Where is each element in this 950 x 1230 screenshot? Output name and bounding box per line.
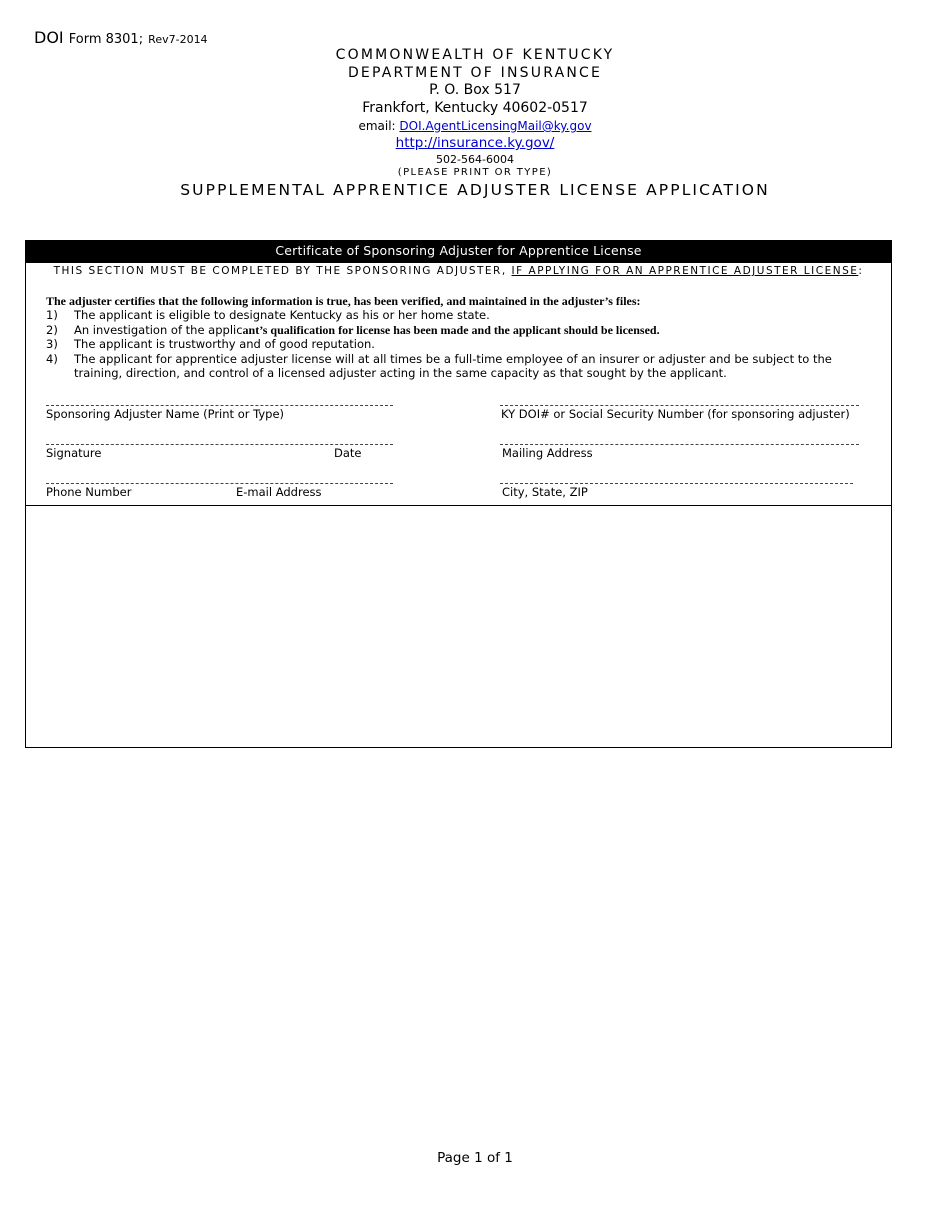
page-title: SUPPLEMENTAL APPRENTICE ADJUSTER LICENSE APPLICATION — [180, 181, 770, 199]
list-item-text: The applicant for apprentice adjuster license will at all times be a full-time employee of an insurer or adjuster and be subject to the training, direction, and control of a licensed adjuster acting in the same capacity as that sought by the applicant. — [74, 351, 832, 380]
list-item — [46, 337, 876, 352]
section-divider — [26, 505, 891, 506]
signature-line[interactable] — [46, 444, 393, 445]
city-state-zip-label: City, State, ZIP — [502, 485, 588, 499]
list-item-text: An investigation of the applic — [74, 322, 243, 337]
header-website-row — [0, 135, 950, 151]
email-address-label: E-mail Address — [236, 485, 322, 499]
section-note-underlined: IF APPLYING FOR AN APPRENTICE ADJUSTER LICENSE — [511, 265, 859, 277]
list-item — [46, 352, 876, 381]
header-department: DEPARTMENT OF INSURANCE — [347, 65, 603, 81]
header-email-row — [0, 119, 950, 133]
list-item-number: 4) — [46, 351, 58, 366]
certification-list — [46, 308, 876, 381]
email-link[interactable]: DOI.AgentLicensingMail@ky.gov — [399, 119, 592, 133]
section-note-prefix: THIS SECTION MUST BE COMPLETED BY THE SPONSORING ADJUSTER, — [53, 265, 507, 277]
city-state-zip-line[interactable] — [500, 483, 853, 484]
email-label: email: — [358, 119, 396, 133]
list-item-number: 1) — [46, 308, 58, 322]
mailing-address-label: Mailing Address — [502, 446, 593, 460]
form-revision: Rev7-2014 — [148, 33, 208, 46]
certificate-section — [25, 240, 892, 748]
form-doi: DOI — [34, 28, 64, 47]
form-id — [34, 28, 208, 47]
sponsor-name-line[interactable] — [46, 405, 393, 406]
section-bar-title: Certificate of Sponsoring Adjuster for Apprentice License — [26, 241, 891, 263]
section-note-suffix: : — [858, 265, 864, 277]
certification-statement: The adjuster certifies that the following information is true, has been verified, and maintained in the adjuster’s files: — [46, 294, 641, 308]
sponsor-name-label: Sponsoring Adjuster Name (Print or Type) — [46, 407, 285, 421]
list-item-text-bold: ant’s qualification for license has been made and the applicant should be licensed. — [242, 322, 660, 337]
ky-doi-line[interactable] — [500, 405, 859, 406]
section-note — [26, 265, 891, 277]
form-number: Form 8301; — [68, 32, 144, 47]
header-commonwealth: COMMONWEALTH OF KENTUCKY — [335, 47, 615, 63]
list-item-text: The applicant is trustworthy and of good reputation. — [74, 337, 375, 351]
mailing-address-line[interactable] — [500, 444, 859, 445]
phone-email-line[interactable] — [46, 483, 393, 484]
header-po-box: P. O. Box 517 — [429, 82, 521, 98]
list-item-number: 2) — [46, 322, 58, 337]
header-phone: 502-564-6004 — [436, 153, 514, 166]
list-item — [46, 308, 876, 323]
list-item — [46, 323, 876, 338]
date-label: Date — [334, 446, 362, 460]
page-number: Page 1 of 1 — [437, 1150, 513, 1166]
phone-label: Phone Number — [46, 485, 132, 499]
print-note: (PLEASE PRINT OR TYPE) — [397, 167, 553, 178]
ky-doi-label: KY DOI# or Social Security Number (for sponsoring adjuster) — [501, 407, 850, 421]
list-item-text: The applicant is eligible to designate Kentucky as his or her home state. — [74, 308, 490, 322]
signature-label: Signature — [46, 446, 102, 460]
header-city: Frankfort, Kentucky 40602-0517 — [362, 100, 588, 116]
list-item-number: 3) — [46, 337, 58, 351]
website-link[interactable]: http://insurance.ky.gov/ — [395, 135, 555, 151]
